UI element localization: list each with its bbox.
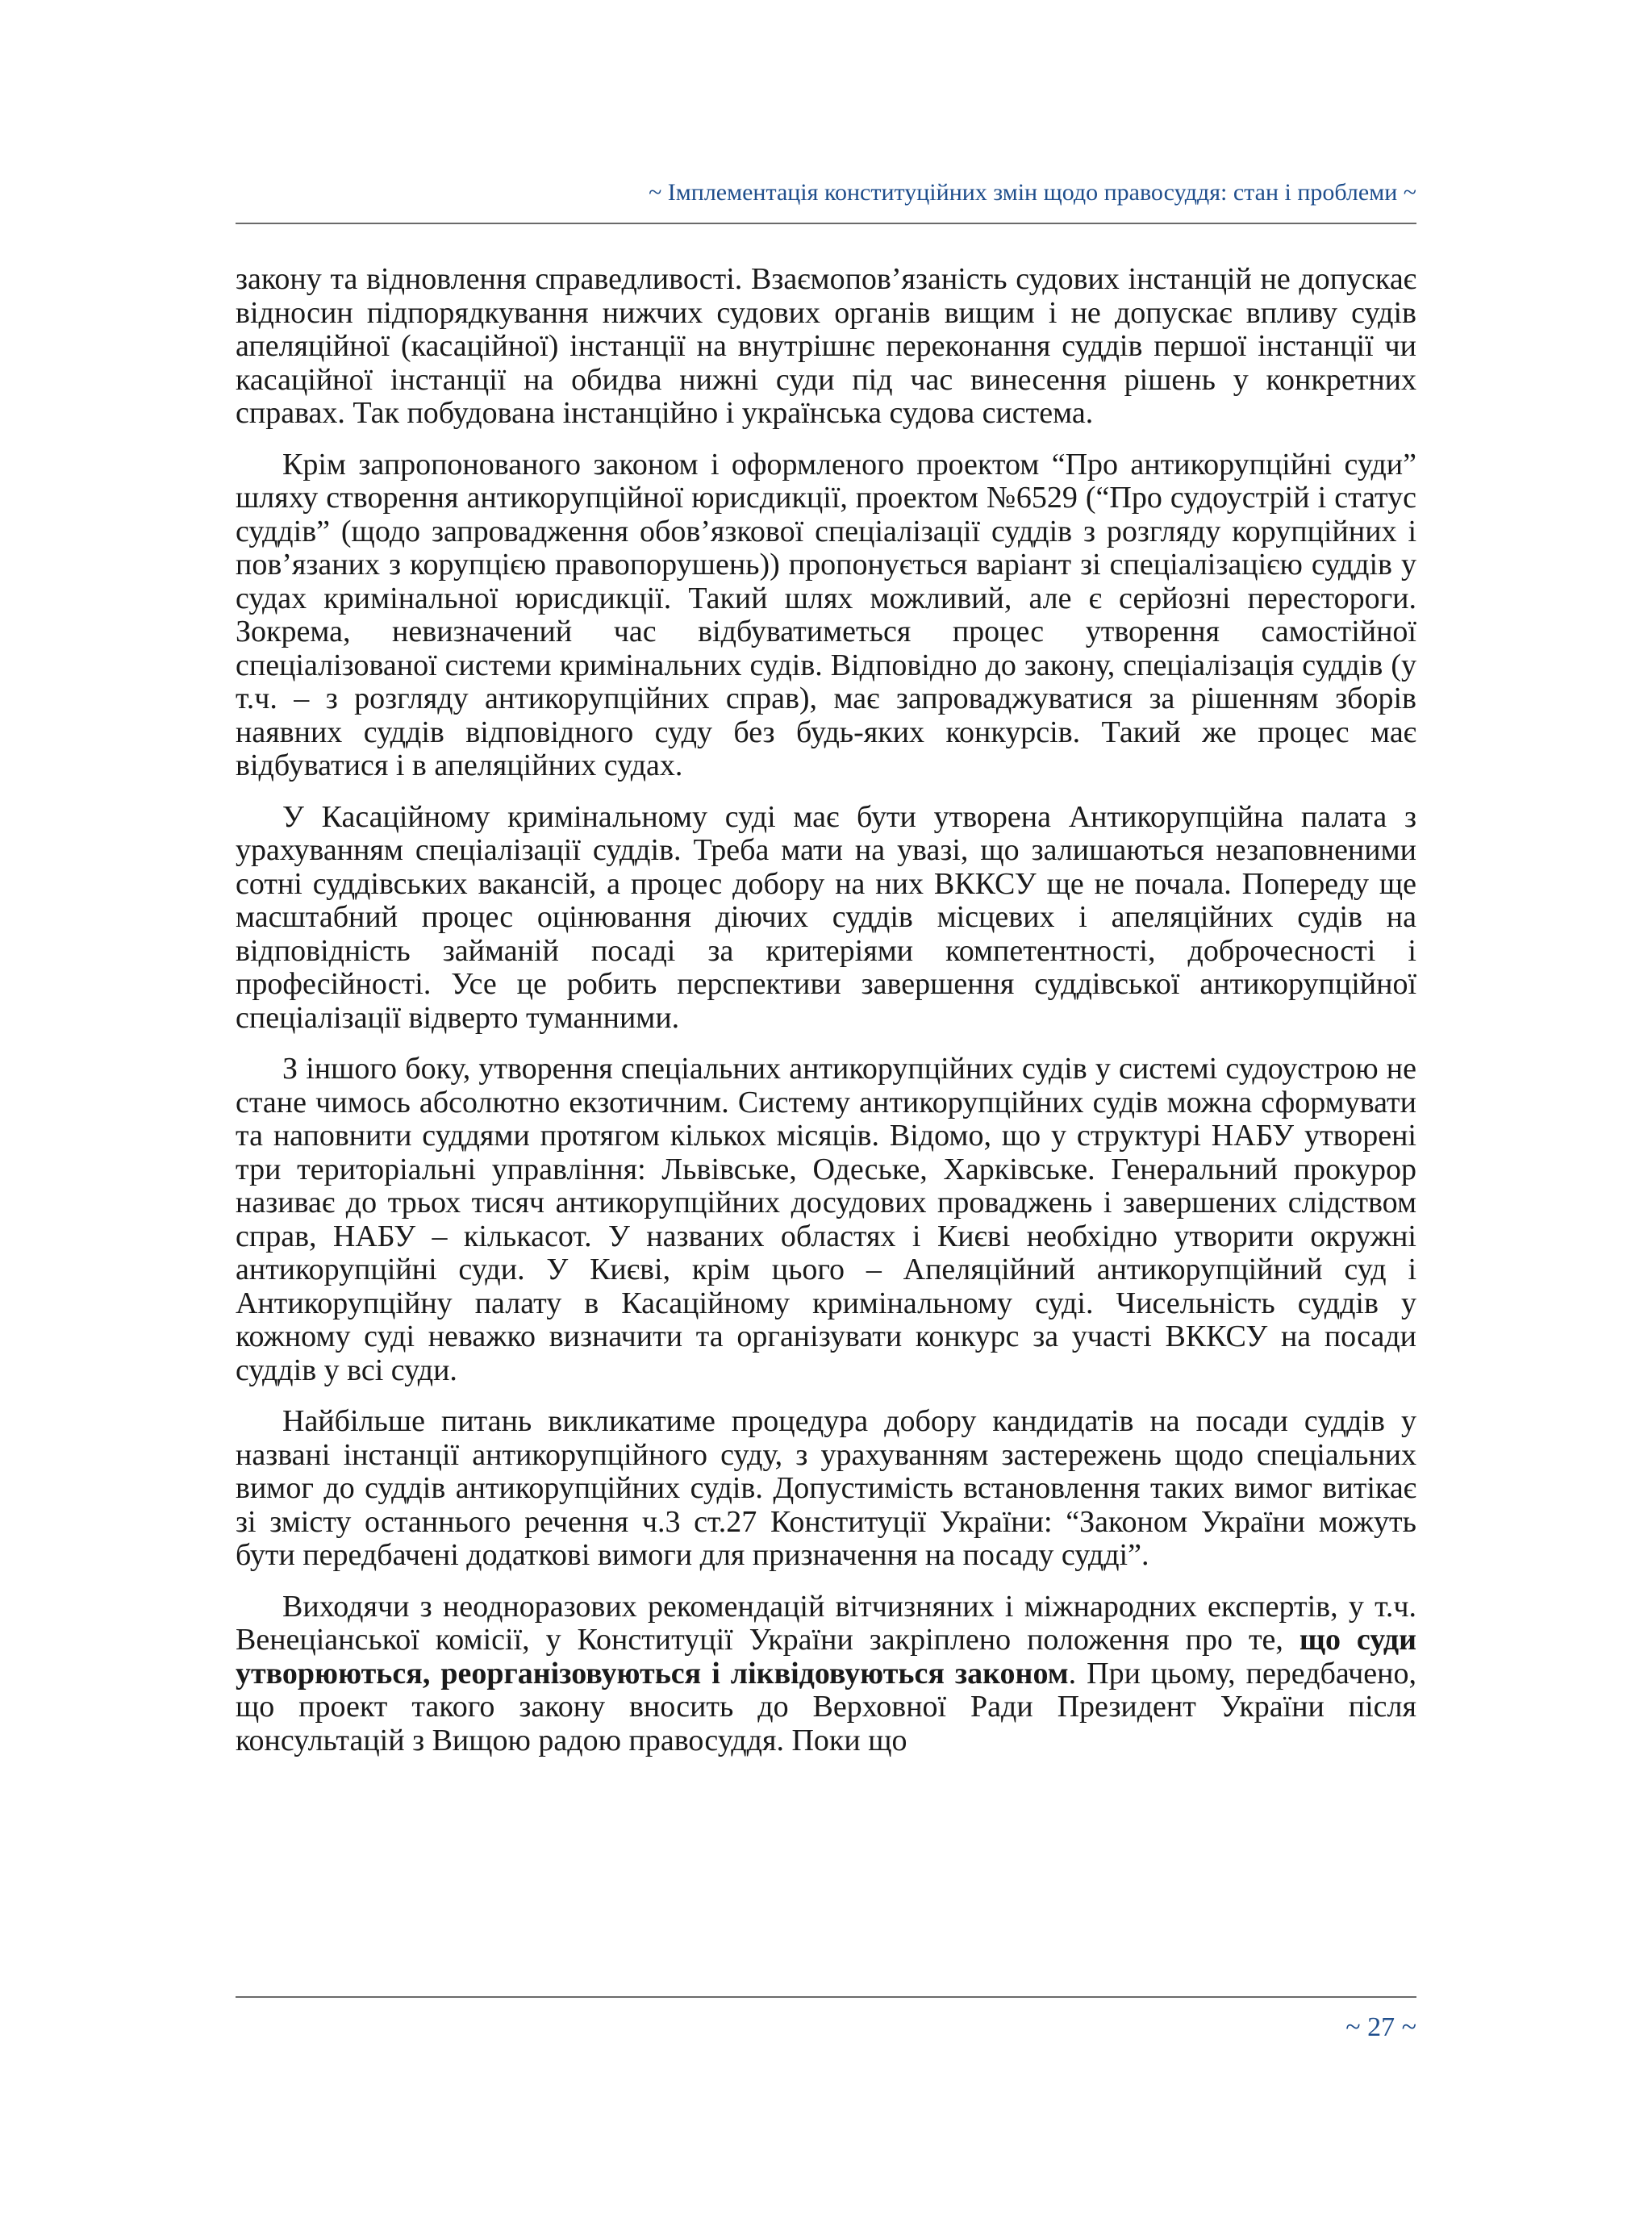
- paragraph-6: [236, 1591, 1416, 1758]
- paragraph-6-emphasis: що суди утворюються, реорганізовуються і ліквідовуються законом: [236, 1623, 1416, 1691]
- paragraph-5: Найбільше питань викликатиме процедура добору кандидатів на посади суддів у названі інстанції антикорупційного суду, з урахуванням застережень щодо спеціальних вимог до суддів антикорупційних судів. Допустимість встановлення таких вимог витікає зі змісту останнього речення ч.3 ст.27 Конституції України: “Законом України можуть бути передбачені додаткові вимоги для призначення на посаду судді”.: [236, 1404, 1416, 1572]
- paragraph-4: З іншого боку, утворення спеціальних антикорупційних судів у системі судоустрою не стане чимось абсолютно екзотичним. Систему антикорупційних судів можна сформувати та наповнити суддями протягом кількох місяців. Відомо, що у структурі НАБУ утворені три територіальні управління: Львівське, Одеське, Харківське. Генеральний прокурор називає до трьох тисяч антикорупційних досудових проваджень і завершених слідством справ, НАБУ – кількасот. У названих областях і Києві необхідно утворити окружні антикорупційні суди. У Києві, крім цього – Апеляційний антикорупційний суд і Антикорупційну палату в Касаційному кримінальному суді. Чисельність суддів у кожному суді неважко визначити та організувати конкурс за участі ВККСУ на посади суддів у всі суди.: [236, 1052, 1416, 1387]
- header-divider: [236, 223, 1416, 224]
- paragraph-6-start: Виходячи з неодноразових рекомендацій вітчизняних і міжнародних експертів, у т.ч. Венеціанської комісії, у Конституції України закріплено положення про те,: [236, 1589, 1416, 1657]
- footer-divider: [236, 1996, 1416, 1998]
- paragraph-2: Крім запропонованого законом і оформленого проектом “Про антикорупційні суди” шляху створення антикорупційної юрисдикції, проектом №6529 (“Про судоустрій і статус суддів” (щодо запровадження обов’язкової спеціалізації суддів з розгляду корупційних і пов’язаних з корупцією правопорушень)) пропонується варіант зі спеціалізацією суддів у судах кримінальної юрисдикції. Такий шлях можливий, але є серйозні перестороги. Зокрема, невизначений час відбуватиметься процес утворення самостійної спеціалізованої системи кримінальних судів. Відповідно до закону, спеціалізація суддів (у т.ч. – з розгляду антикорупційних справ), має запроваджуватися за рішенням зборів наявних суддів відповідного суду без будь-яких конкурсів. Такий же процес має відбуватися і в апеляційних судах.: [236, 447, 1416, 782]
- page-number: ~ 27 ~: [1345, 2012, 1416, 2042]
- page-body: [236, 263, 1416, 1775]
- paragraph-1: закону та відновлення справедливості. Взаємопов’язаність судових інстанцій не допускає відносин підпорядкування нижчих судових органів вищим і не допускає впливу судів апеляційної (касаційної) інстанції на внутрішнє переконання суддів першої інстанції чи касаційної інстанції на обидва нижні суди під час винесення рішень у конкретних справах. Так побудована інстанційно і українська судова система.: [236, 262, 1416, 430]
- running-header: ~ Імплементація конституційних змін щодо правосуддя: стан і проблеми ~: [649, 179, 1416, 206]
- paragraph-6-end: . При цьому, передбачено, що проект такого закону вносить до Верховної Ради Президент України після консультацій з Вищою радою правосуддя. Поки що: [236, 1656, 1417, 1757]
- paragraph-3: У Касаційному кримінальному суді має бути утворена Антикорупційна палата з урахуванням спеціалізації суддів. Треба мати на увазі, що залишаються незаповненими сотні суддівських вакансій, а процес добору на них ВККСУ ще не почала. Попереду ще масштабний процес оцінювання діючих суддів місцевих і апеляційних судів на відповідність займаній посаді за критеріями компетентності, доброчесності і професійності. Усе це робить перспективи завершення суддівської антикорупційної спеціалізації відверто туманними.: [236, 799, 1416, 1035]
